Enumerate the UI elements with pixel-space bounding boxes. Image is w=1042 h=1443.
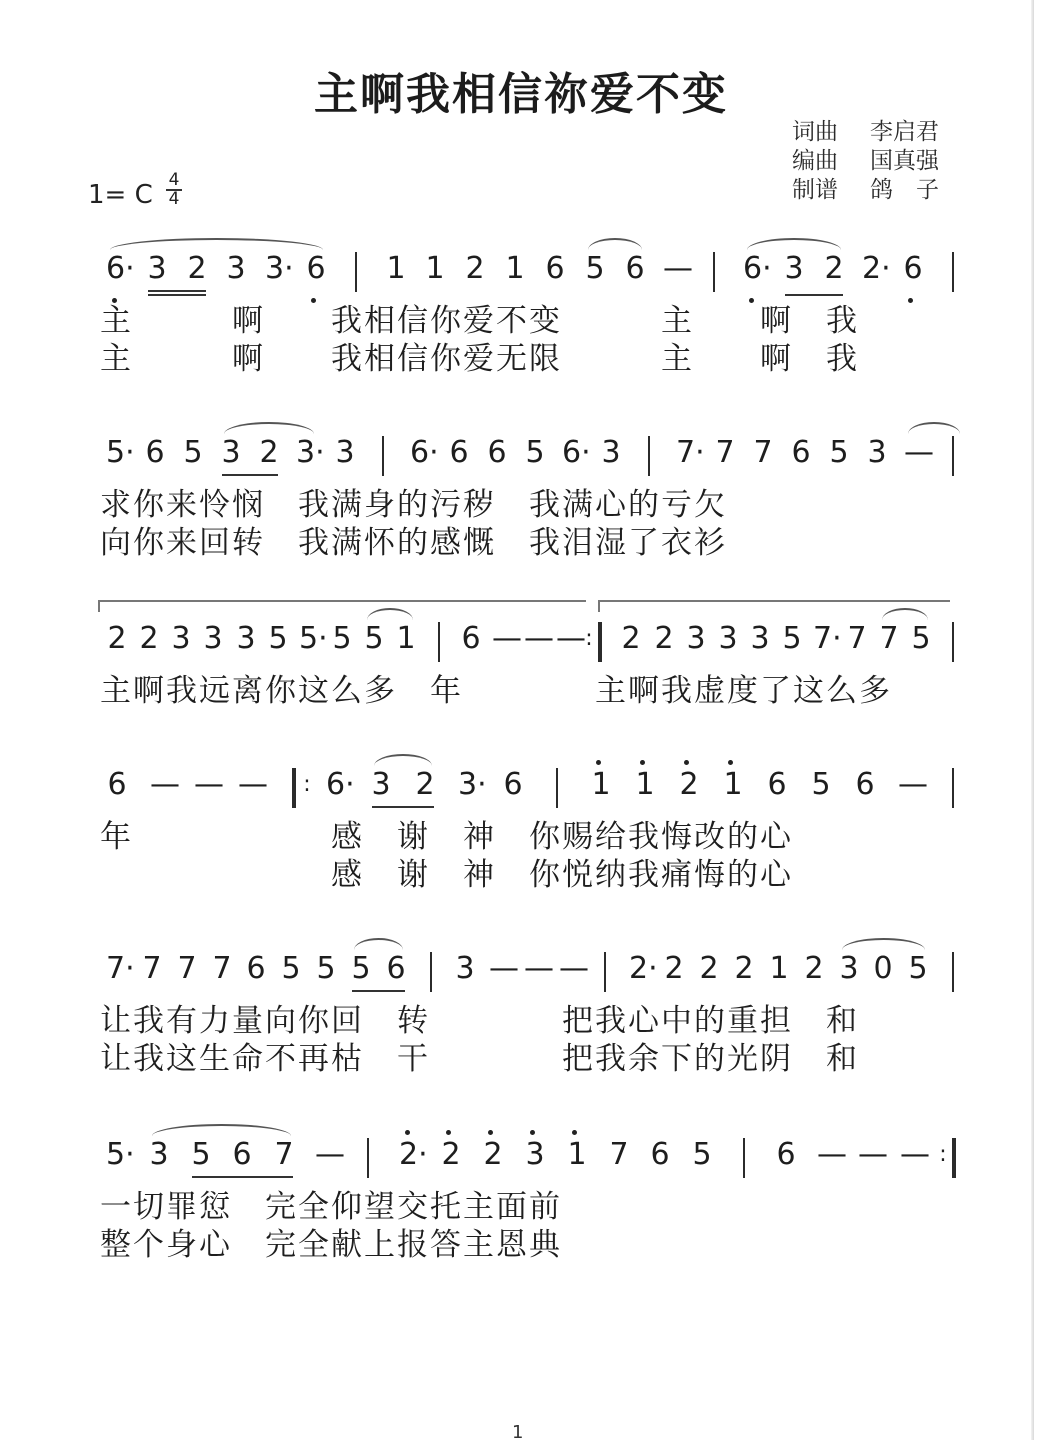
slur (842, 938, 925, 950)
slur (224, 422, 314, 434)
note: 6· (410, 435, 439, 470)
lyric-line-2: 主 啊 我相信你爱无限 主 啊 我 (100, 341, 859, 377)
note: 2 (187, 251, 207, 286)
note: 5 (316, 951, 336, 986)
note: 7 (715, 435, 735, 470)
note: 7 (753, 435, 773, 470)
beam-underline (785, 294, 843, 296)
note: 5 (829, 435, 849, 470)
song-title: 主啊我相信祢爱不变 (314, 69, 728, 120)
note: 5 (183, 435, 203, 470)
note: 5 (911, 621, 931, 656)
barline (367, 1138, 369, 1178)
dash-note: — (194, 767, 224, 802)
note: 3 (149, 1137, 169, 1172)
note: 3 (525, 1137, 545, 1172)
note: 5 (525, 435, 545, 470)
barline (713, 252, 715, 292)
stanza-3 (0, 618, 1042, 778)
barline (952, 436, 954, 476)
note: 3· (265, 251, 294, 286)
octave-dot (446, 1130, 451, 1135)
note: 2 (824, 251, 844, 286)
note: 3 (601, 435, 621, 470)
lyric-line-1: 让我有力量向你回 转 把我心中的重担 和 (100, 1003, 859, 1039)
barline (952, 952, 954, 992)
barline (556, 768, 558, 808)
octave-dot (684, 760, 689, 765)
octave-dot (596, 760, 601, 765)
stanza-6 (0, 1134, 1042, 1294)
note: 2 (804, 951, 824, 986)
note: 6 (625, 251, 645, 286)
slur (747, 238, 841, 250)
note: 2 (483, 1137, 503, 1172)
credit-person: 李启君 (870, 119, 939, 145)
repeat-bracket-tick (598, 600, 600, 612)
note: 7 (609, 1137, 629, 1172)
lyric-line-1: 主啊我远离你这么多 年 主啊我虚度了这么多 (100, 673, 892, 709)
note: 2 (699, 951, 719, 986)
lyric-line-1: 年 感 谢 神 你赐给我悔改的心 (100, 819, 793, 855)
dash-note: — (492, 621, 522, 656)
stanza-5 (0, 948, 1042, 1108)
note: 5 (692, 1137, 712, 1172)
note: 2· (862, 251, 891, 286)
credits-block (792, 118, 939, 205)
notation-line (106, 618, 956, 662)
dash-note: — (858, 1137, 888, 1172)
barline (952, 768, 954, 808)
note: 3 (686, 621, 706, 656)
barline (648, 436, 650, 476)
dash-note: — (663, 251, 693, 286)
dash-note: — (900, 1137, 930, 1172)
notation-line (106, 432, 956, 476)
key-signature: 1= C (88, 180, 153, 210)
octave-dot (405, 1130, 410, 1135)
notation-line (106, 1134, 956, 1178)
note: 5 (811, 767, 831, 802)
lyric-line-1: 主 啊 我相信你爱不变 主 啊 我 (100, 303, 859, 339)
note: 7 (847, 621, 867, 656)
note: 5 (281, 951, 301, 986)
credit-lyrics-music (792, 118, 939, 147)
note: 1 (723, 767, 743, 802)
note: 3 (867, 435, 887, 470)
octave-dot (488, 1130, 493, 1135)
dash-note: — (904, 435, 934, 470)
note: 6· (326, 767, 355, 802)
credit-person: 鸽 子 (870, 177, 939, 203)
note: 6 (503, 767, 523, 802)
meter-top: 4 (168, 170, 180, 190)
time-signature (164, 172, 184, 208)
barline (355, 252, 357, 292)
barline (743, 1138, 745, 1178)
note: 7 (177, 951, 197, 986)
note: 6 (386, 951, 406, 986)
barline (604, 952, 606, 992)
octave-dot (728, 760, 733, 765)
note: 3 (221, 435, 241, 470)
note: 1 (425, 251, 445, 286)
note: 2 (664, 951, 684, 986)
lyric-line-1: 一切罪愆 完全仰望交托主面前 (100, 1189, 562, 1225)
note: 6 (545, 251, 565, 286)
note: 3 (839, 951, 859, 986)
barline (382, 436, 384, 476)
note: 5 (268, 621, 288, 656)
stanza-1 (0, 248, 1042, 408)
note: 5 (364, 621, 384, 656)
note: 1 (386, 251, 406, 286)
lyric-line-2: 让我这生命不再枯 干 把我余下的光阴 和 (100, 1041, 859, 1077)
note: 6 (776, 1137, 796, 1172)
note: 1 (635, 767, 655, 802)
dash-note: — (559, 951, 589, 986)
credit-role: 词曲 (792, 119, 838, 145)
credit-person: 国真强 (870, 148, 939, 174)
meter-bottom: 4 (168, 189, 180, 209)
note: 7 (274, 1137, 294, 1172)
dash-note: — (489, 951, 519, 986)
note: 3 (226, 251, 246, 286)
dash-note: — (817, 1137, 847, 1172)
barline (430, 952, 432, 992)
slur (354, 938, 403, 950)
note: 3 (171, 621, 191, 656)
note: 5· (299, 621, 328, 656)
credit-role: 制谱 (792, 177, 838, 203)
slur (110, 238, 323, 250)
note: 2 (441, 1137, 461, 1172)
notation-line (106, 248, 956, 292)
note: 6 (246, 951, 266, 986)
note: 6 (487, 435, 507, 470)
page-number: 1 (512, 1422, 524, 1443)
lyric-line-2: 向你来回转 我满怀的感慨 我泪湿了衣衫 (100, 525, 727, 561)
note: 1 (396, 621, 416, 656)
note: 3 (147, 251, 167, 286)
note: 1 (567, 1137, 587, 1172)
octave-dot (530, 1130, 535, 1135)
note: 6· (106, 251, 135, 286)
lyric-line-2: 整个身心 完全献上报答主恩典 (100, 1227, 562, 1263)
repeat-sign: : (939, 1142, 947, 1167)
repeat-bracket-1 (98, 600, 586, 602)
note: 2 (415, 767, 435, 802)
note: 2· (399, 1137, 428, 1172)
note: 6· (562, 435, 591, 470)
note: 0 (873, 951, 893, 986)
dash-note: — (524, 621, 554, 656)
beam-underline (192, 1176, 293, 1178)
dash-note: — (238, 767, 268, 802)
repeat-sign: : (303, 772, 311, 797)
note: 2· (629, 951, 658, 986)
note: 6 (145, 435, 165, 470)
slur (588, 238, 642, 250)
note: 3 (203, 621, 223, 656)
note: 5 (332, 621, 352, 656)
dash-note: — (524, 951, 554, 986)
beam-underline (372, 806, 434, 808)
note: 7· (676, 435, 705, 470)
note: 6 (306, 251, 326, 286)
note: 3 (335, 435, 355, 470)
beam-underline (222, 474, 278, 476)
beam-underline (148, 294, 206, 296)
note: 5 (351, 951, 371, 986)
lyric-line-1: 求你来怜悯 我满身的污秽 我满心的亏欠 (100, 487, 727, 523)
note: 6 (903, 251, 923, 286)
slur (882, 608, 928, 620)
slur (908, 422, 960, 434)
note: 5· (106, 435, 135, 470)
note: 2 (259, 435, 279, 470)
note: 6· (743, 251, 772, 286)
beam-underline (148, 290, 206, 292)
credit-engraver (792, 176, 939, 205)
stanza-2 (0, 432, 1042, 592)
note: 2 (465, 251, 485, 286)
note: 2 (139, 621, 159, 656)
note: 3 (455, 951, 475, 986)
lyric-line-2: 感 谢 神 你悦纳我痛悔的心 (100, 857, 793, 893)
barline (952, 252, 954, 292)
slur (152, 1124, 291, 1136)
note: 6 (767, 767, 787, 802)
note: 6 (791, 435, 811, 470)
slur (367, 608, 413, 620)
note: 5· (106, 1137, 135, 1172)
dash-note: — (898, 767, 928, 802)
note: 7· (106, 951, 135, 986)
note: 5 (585, 251, 605, 286)
note: 6 (107, 767, 127, 802)
note: 5 (782, 621, 802, 656)
credit-role: 编曲 (792, 148, 838, 174)
note: 6 (855, 767, 875, 802)
octave-dot (572, 1130, 577, 1135)
repeat-sign: : (585, 626, 593, 651)
notation-line (106, 948, 956, 992)
note: 2 (679, 767, 699, 802)
note: 7 (212, 951, 232, 986)
note: 2 (734, 951, 754, 986)
note: 5 (191, 1137, 211, 1172)
dash-note: — (556, 621, 586, 656)
barline (438, 622, 440, 662)
barline (952, 622, 954, 662)
note: 3 (784, 251, 804, 286)
note: 2 (621, 621, 641, 656)
note: 6 (449, 435, 469, 470)
repeat-bracket-2 (598, 600, 950, 602)
note: 7· (813, 621, 842, 656)
note: 6 (461, 621, 481, 656)
note: 6 (650, 1137, 670, 1172)
note: 2 (107, 621, 127, 656)
dash-note: — (315, 1137, 345, 1172)
dash-note: — (150, 767, 180, 802)
notation-line (106, 764, 956, 808)
note: 7 (142, 951, 162, 986)
note: 6 (232, 1137, 252, 1172)
note: 3 (718, 621, 738, 656)
note: 3· (296, 435, 325, 470)
note: 3 (371, 767, 391, 802)
beam-underline (352, 990, 405, 992)
note: 1 (769, 951, 789, 986)
note: 1 (505, 251, 525, 286)
note: 5 (908, 951, 928, 986)
note: 7 (879, 621, 899, 656)
note: 3· (458, 767, 487, 802)
note: 1 (591, 767, 611, 802)
repeat-bracket-tick (98, 600, 100, 612)
note: 3 (750, 621, 770, 656)
note: 3 (236, 621, 256, 656)
credit-arranger (792, 147, 939, 176)
note: 2 (654, 621, 674, 656)
octave-dot (640, 760, 645, 765)
stanza-4 (0, 764, 1042, 924)
